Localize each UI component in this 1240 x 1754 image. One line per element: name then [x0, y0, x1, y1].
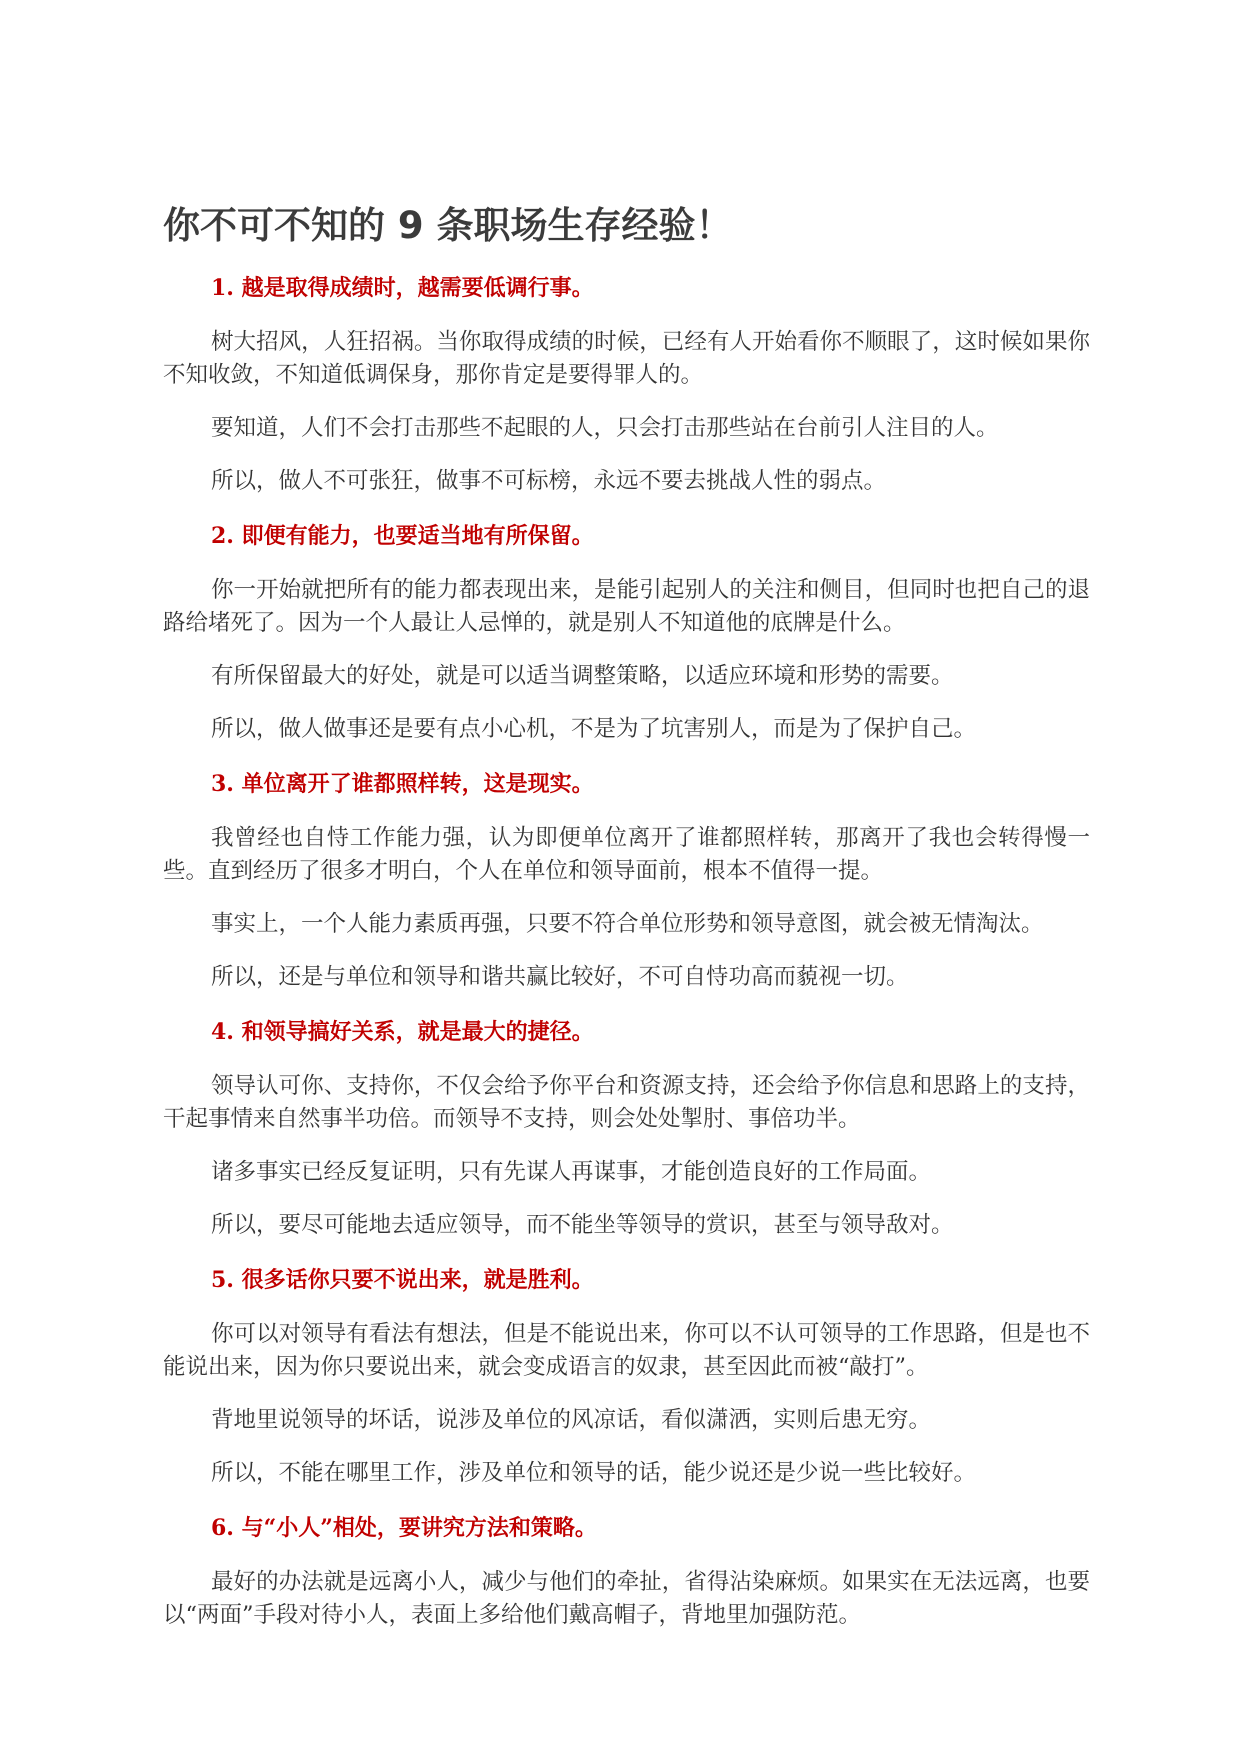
section-heading: 3. 单位离开了谁都照样转，这是现实。 [211, 771, 594, 797]
section-2 [163, 518, 1090, 746]
paragraph: 所以，做人不可张狂，做事不可标榜，永远不要去挑战人性的弱点。 [211, 468, 887, 494]
paragraph: 领导认可你、支持你，不仅会给予你平台和资源支持，还会给予你信息和思路上的支持，干起事情来自然事半功倍。而领导不支持，则会处处掣肘、事倍功半。 [163, 1073, 1090, 1132]
paragraph: 事实上，一个人能力素质再强，只要不符合单位形势和领导意图，就会被无情淘汰。 [211, 911, 1044, 937]
section-heading: 5. 很多话你只要不说出来，就是胜利。 [211, 1267, 594, 1293]
section-6 [163, 1510, 1090, 1632]
section-5 [163, 1262, 1090, 1490]
document-body [163, 270, 1090, 1652]
paragraph: 诸多事实已经反复证明，只有先谋人再谋事，才能创造良好的工作局面。 [211, 1159, 932, 1185]
section-4 [163, 1014, 1090, 1242]
paragraph: 所以，不能在哪里工作，涉及单位和领导的话，能少说还是少说一些比较好。 [211, 1460, 977, 1486]
paragraph: 树大招风，人狂招祸。当你取得成绩的时候，已经有人开始看你不顺眼了，这时候如果你不知收敛，不知道低调保身，那你肯定是要得罪人的。 [163, 329, 1090, 388]
paragraph: 有所保留最大的好处，就是可以适当调整策略，以适应环境和形势的需要。 [211, 663, 954, 689]
section-1 [163, 270, 1090, 498]
section-heading: 1. 越是取得成绩时，越需要低调行事。 [211, 275, 594, 301]
section-3 [163, 766, 1090, 994]
paragraph: 所以，做人做事还是要有点小心机，不是为了坑害别人，而是为了保护自己。 [211, 716, 977, 742]
section-heading: 6. 与“小人”相处，要讲究方法和策略。 [211, 1515, 597, 1541]
paragraph: 所以，还是与单位和领导和谐共赢比较好，不可自恃功高而藐视一切。 [211, 964, 909, 990]
paragraph: 要知道，人们不会打击那些不起眼的人，只会打击那些站在台前引人注目的人。 [211, 415, 999, 441]
paragraph: 你可以对领导有看法有想法，但是不能说出来，你可以不认可领导的工作思路，但是也不能说出来，因为你只要说出来，就会变成语言的奴隶，甚至因此而被“敲打”。 [163, 1321, 1090, 1380]
paragraph: 我曾经也自恃工作能力强，认为即便单位离开了谁都照样转，那离开了我也会转得慢一些。直到经历了很多才明白，个人在单位和领导面前，根本不值得一提。 [163, 825, 1090, 884]
paragraph: 所以，要尽可能地去适应领导，而不能坐等领导的赏识，甚至与领导敌对。 [211, 1212, 954, 1238]
section-heading: 4. 和领导搞好关系，就是最大的捷径。 [211, 1019, 594, 1045]
paragraph: 最好的办法就是远离小人，减少与他们的牵扯，省得沾染麻烦。如果实在无法远离，也要以“两面”手段对待小人，表面上多给他们戴高帽子，背地里加强防范。 [163, 1569, 1090, 1628]
paragraph: 背地里说领导的坏话，说涉及单位的风凉话，看似潇洒，实则后患无穷。 [211, 1407, 932, 1433]
page-title: 你不可不知的 9 条职场生存经验！ [163, 204, 733, 247]
paragraph: 你一开始就把所有的能力都表现出来，是能引起别人的关注和侧目，但同时也把自己的退路给堵死了。因为一个人最让人忌惮的，就是别人不知道他的底牌是什么。 [163, 577, 1090, 636]
section-heading: 2. 即便有能力，也要适当地有所保留。 [211, 523, 594, 549]
